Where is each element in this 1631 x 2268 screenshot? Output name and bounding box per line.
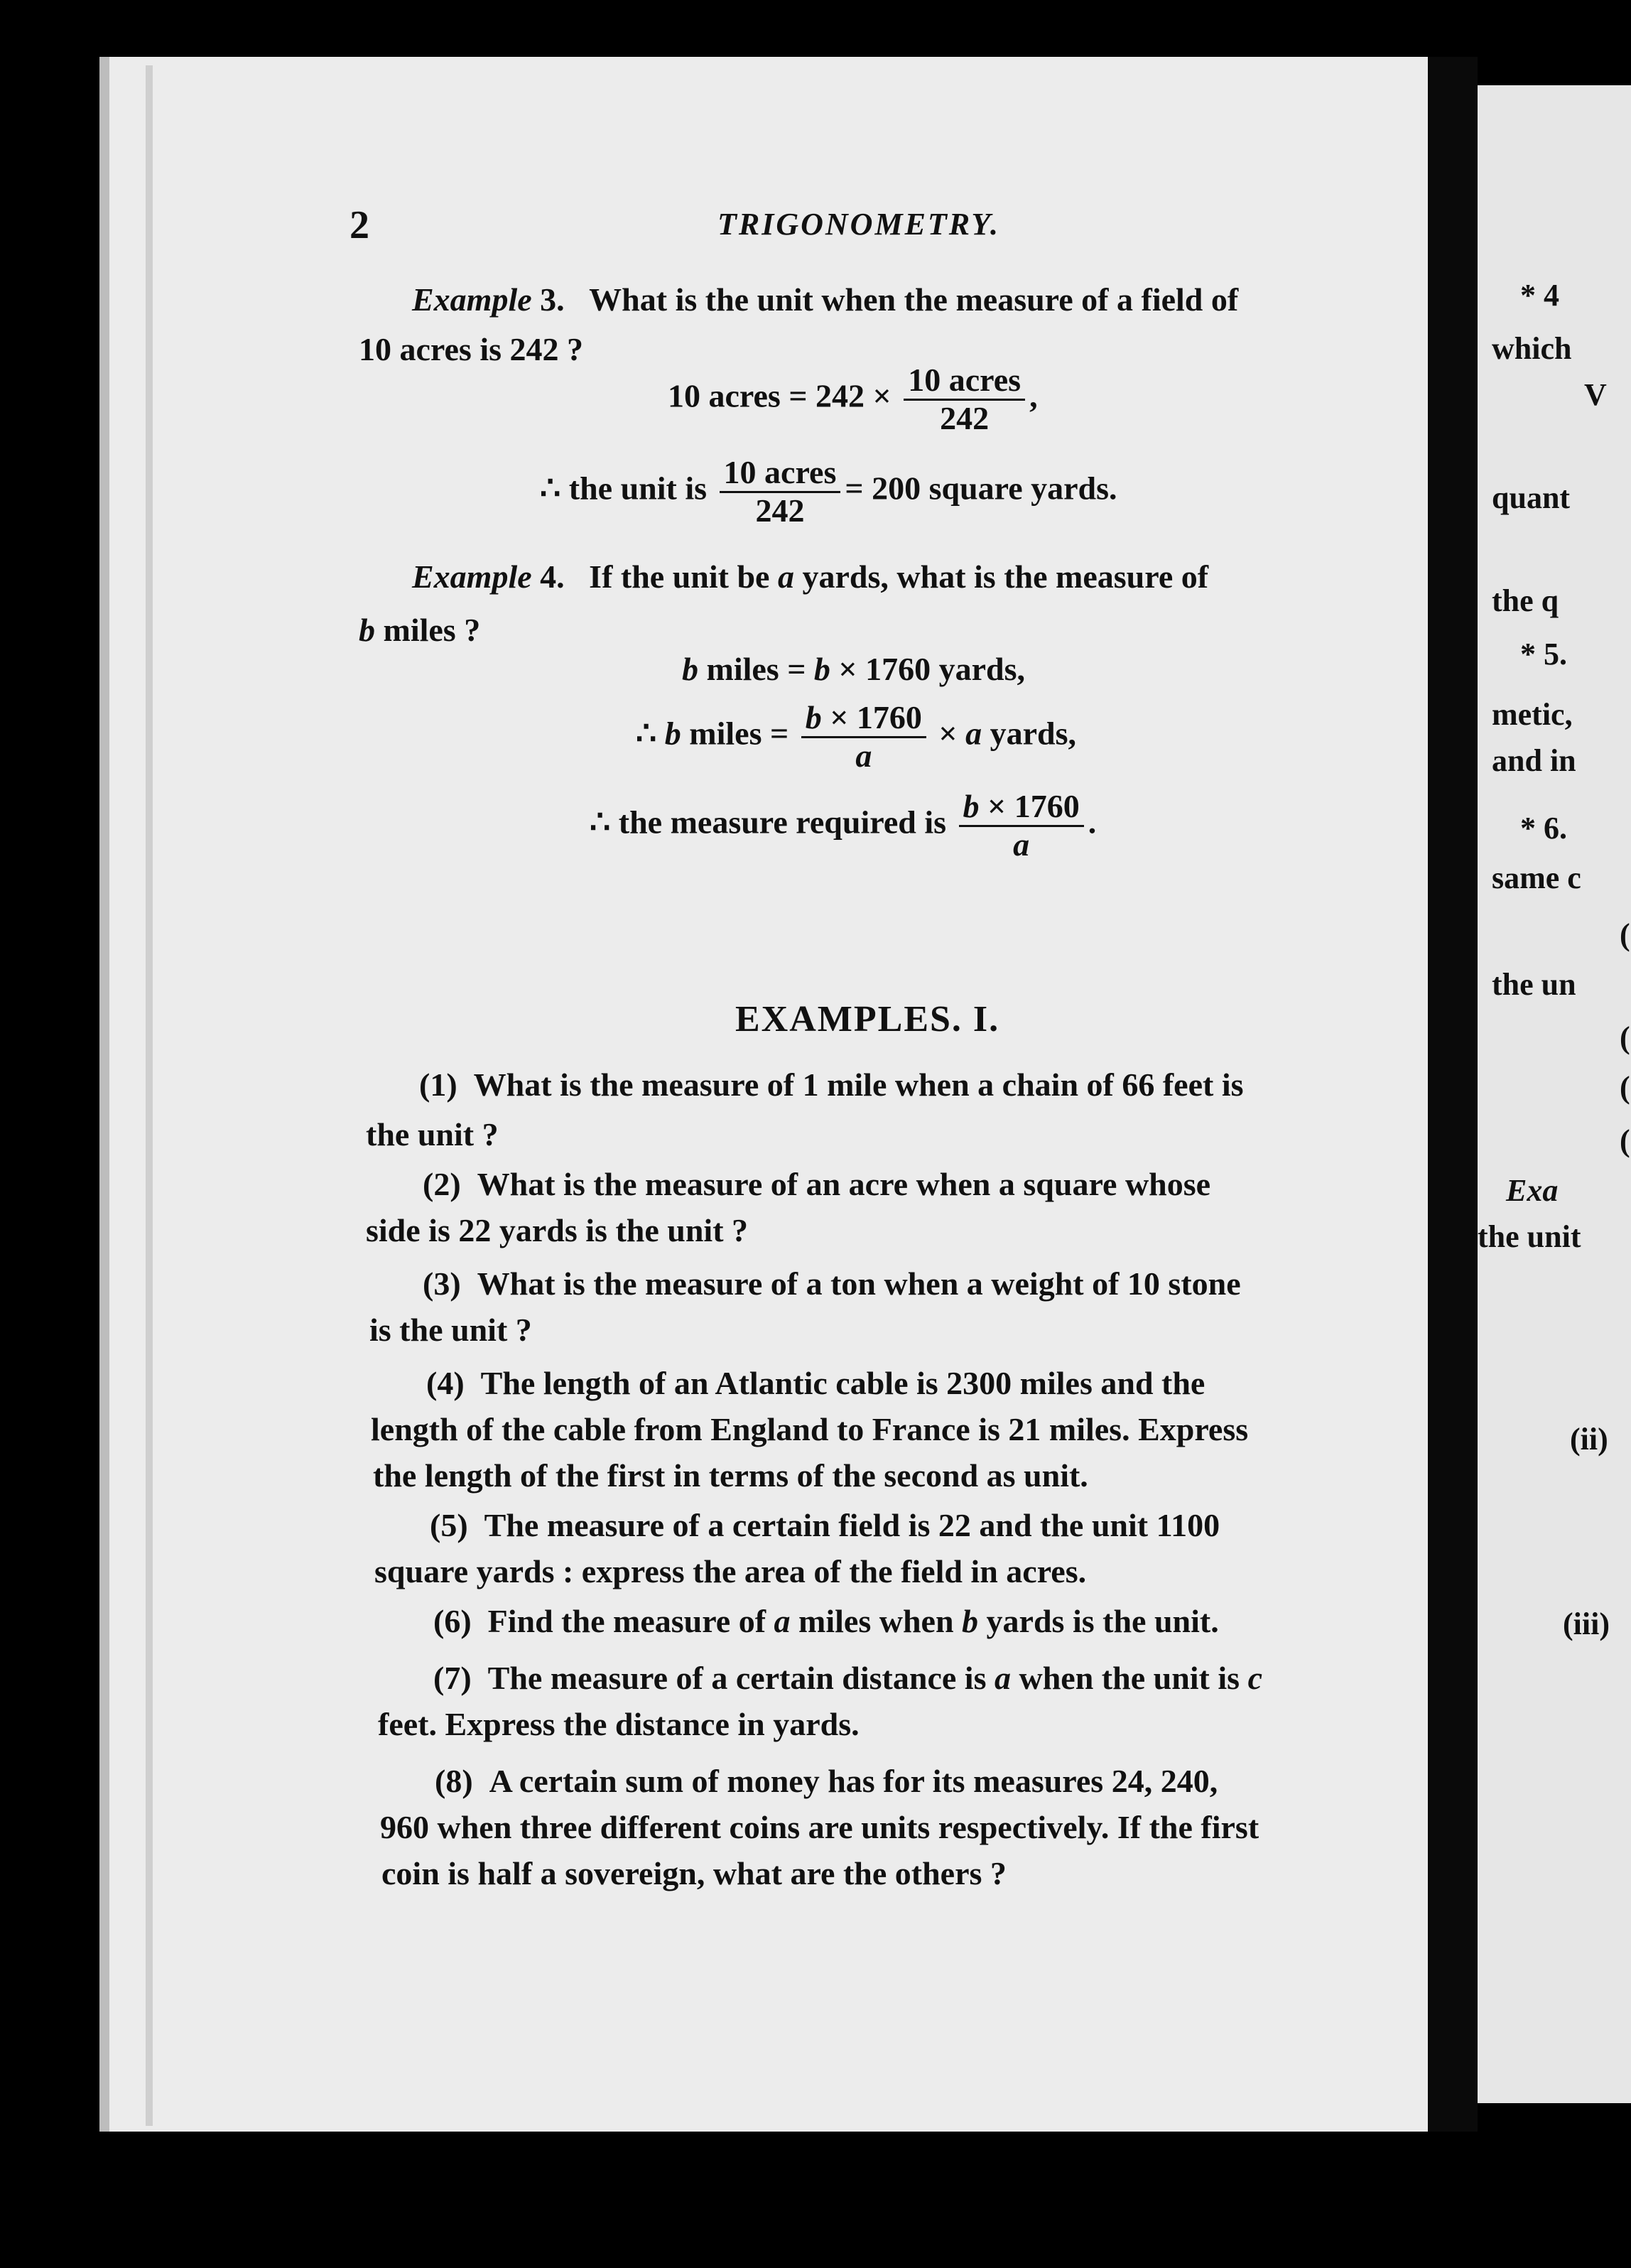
fraction: $\frac{b \times 1760}{a}$ bbox=[801, 700, 926, 774]
adjacent-page-text: (ii) bbox=[1570, 1422, 1608, 1457]
exercise-5-cont: square yards : express the area of the field in acres. bbox=[374, 1553, 1087, 1589]
fraction: $\frac{\text{10 acres}}{242}$ bbox=[904, 362, 1025, 436]
exercise-4-cont: the length of the first in terms of the second as unit. bbox=[373, 1457, 1088, 1494]
example-number: 3. bbox=[540, 281, 565, 318]
adjacent-page-text: * 5. bbox=[1520, 637, 1567, 671]
adjacent-page-text: same c bbox=[1492, 860, 1581, 895]
adjacent-page-text: * 4 bbox=[1520, 278, 1559, 313]
example-label: Example bbox=[412, 558, 532, 595]
exercise-7: (7) The measure of a certain distance is a when the unit is c bbox=[433, 1660, 1262, 1696]
exercise-2-cont: side is 22 yards is the unit ? bbox=[366, 1212, 749, 1248]
adjacent-page-text: the unit bbox=[1478, 1219, 1581, 1254]
exercise-4: (4) The length of an Atlantic cable is 2300 miles and the bbox=[426, 1365, 1205, 1401]
running-title: TRIGONOMETRY. bbox=[717, 207, 1000, 242]
exercise-1: (1) What is the measure of 1 mile when a chain of 66 feet is bbox=[419, 1066, 1244, 1103]
example-4-equation-3: ∴ the measure required is $\frac{b \times 1760}{a}$ . bbox=[590, 788, 1097, 863]
exercise-2: (2) What is the measure of an acre when a square whose bbox=[423, 1166, 1211, 1202]
example-3-equation-1: 10 acres = 242 × $\frac{\text{10 acres}}{242}$ , bbox=[668, 362, 1038, 436]
example-3-question bbox=[412, 281, 1238, 318]
exercise-5: (5) The measure of a certain field is 22 and the unit 1100 bbox=[430, 1507, 1220, 1543]
adjacent-page-text: ( bbox=[1620, 1123, 1630, 1158]
exercise-8-cont: 960 when three different coins are units respectively. If the first bbox=[380, 1809, 1259, 1845]
question-text: What is the unit when the measure of a field of bbox=[589, 281, 1239, 318]
example-3-question-cont: 10 acres is 242 ? bbox=[359, 331, 584, 367]
example-label: Example bbox=[412, 281, 532, 318]
exercise-7-cont: feet. Express the distance in yards. bbox=[378, 1706, 860, 1742]
section-heading: EXAMPLES. I. bbox=[735, 999, 1000, 1040]
example-4-question-cont: b miles ? bbox=[359, 612, 481, 648]
adjacent-page-text: quant bbox=[1492, 480, 1571, 515]
exercise-4-cont: length of the cable from England to France is 21 miles. Express bbox=[371, 1411, 1249, 1447]
adjacent-page-text: * 6. bbox=[1520, 811, 1567, 846]
fraction: $\frac{b \times 1760}{a}$ bbox=[959, 789, 1084, 863]
adjacent-page-text: and in bbox=[1492, 743, 1576, 778]
exercise-3: (3) What is the measure of a ton when a weight of 10 stone bbox=[423, 1265, 1241, 1302]
adjacent-page-text: the q bbox=[1492, 583, 1559, 618]
example-number: 4. bbox=[540, 558, 565, 595]
example-3-equation-2: ∴ the unit is $\frac{\text{10 acres}}{242}$ = 200 square yards. bbox=[540, 454, 1117, 529]
adjacent-page-text: metic, bbox=[1492, 697, 1573, 732]
example-4-question: Example 4. If the unit be a yards, what is the measure of bbox=[412, 558, 1209, 595]
exercise-8: (8) A certain sum of money has for its measures 24, 240, bbox=[435, 1763, 1218, 1799]
adjacent-page-text: ( bbox=[1620, 917, 1630, 952]
adjacent-page-text: ( bbox=[1620, 1070, 1630, 1105]
adjacent-page-text: which bbox=[1492, 331, 1572, 366]
adjacent-page-text: V bbox=[1584, 377, 1607, 412]
exercise-6: (6) Find the measure of a miles when b yards is the unit. bbox=[433, 1603, 1219, 1639]
example-4-equation-1: b miles = b × 1760 yards, bbox=[682, 651, 1026, 687]
adjacent-page-text: (iii) bbox=[1563, 1606, 1610, 1641]
example-4-equation-2: ∴ b miles = $\frac{b \times 1760}{a}$ × a yards, bbox=[636, 699, 1077, 774]
exercise-3-cont: is the unit ? bbox=[369, 1312, 532, 1348]
adjacent-page-text: the un bbox=[1492, 967, 1576, 1002]
fraction: $\frac{\text{10 acres}}{242}$ bbox=[720, 455, 841, 529]
page-number: 2 bbox=[350, 203, 369, 247]
exercise-1-cont: the unit ? bbox=[366, 1116, 499, 1152]
exercise-8-cont: coin is half a sovereign, what are the others ? bbox=[381, 1855, 1007, 1891]
adjacent-page-text: ( bbox=[1620, 1020, 1630, 1055]
adjacent-page-text: Exa bbox=[1506, 1173, 1559, 1208]
